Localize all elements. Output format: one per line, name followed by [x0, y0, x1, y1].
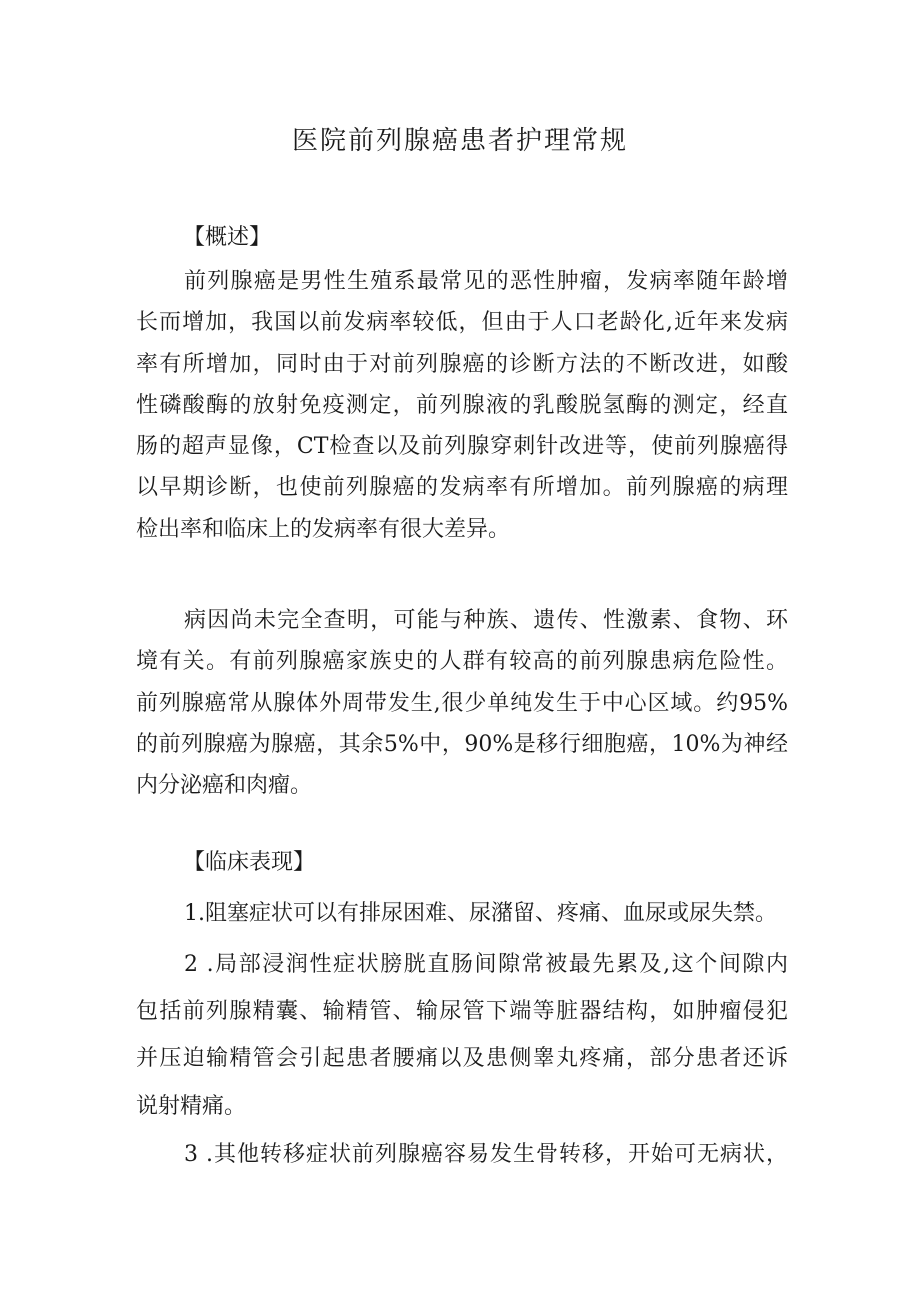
paragraph-line: 性磷酸酶的放射免疫测定，前列腺液的乳酸脱氢酶的测定，经直 — [136, 392, 788, 418]
clinical-item-2 — [136, 941, 788, 1131]
clinical-item-1 — [136, 893, 788, 934]
paragraph-line: 检出率和临床上的发病率有很大差异。 — [136, 516, 511, 542]
paragraph-line: 肠的超声显像，CT检查以及前列腺穿刺针改进等，使前列腺癌得 — [136, 434, 788, 460]
paragraph-line: 并压迫输精管会引起患者腰痛以及患侧睾丸疼痛，部分患者还诉 — [136, 1046, 788, 1071]
section-heading-clinical: 【临床表现】 — [183, 850, 316, 875]
paragraph-line: 病因尚未完全查明，可能与种族、遗传、性激素、食物、环 — [184, 608, 788, 633]
paragraph-line: 2 .局部浸润性症状膀胱直肠间隙常被最先累及,这个间隙内 — [184, 952, 788, 977]
paragraph-line: 内分泌癌和肉瘤。 — [136, 773, 313, 799]
paragraph-overview-2 — [136, 600, 788, 806]
paragraph-line: 长而增加，我国以前发病率较低，但由于人口老龄化,近年来发病 — [136, 310, 788, 336]
clinical-item-3 — [136, 1134, 788, 1175]
paragraph-line: 境有关。有前列腺癌家族史的人群有较高的前列腺患病危险性。 — [136, 649, 788, 675]
paragraph-line: 说射精痛。 — [136, 1094, 247, 1119]
paragraph-line: 3 .其他转移症状前列腺癌容易发生骨转移，开始可无病状， — [184, 1142, 788, 1167]
paragraph-line: 率有所增加，同时由于对前列腺癌的诊断方法的不断改进，如酸 — [136, 351, 788, 377]
section-heading-overview: 【概述】 — [183, 225, 272, 250]
document-title: 医院前列腺癌患者护理常规 — [291, 126, 628, 156]
paragraph-line: 前列腺癌是男性生殖系最常见的恶性肿瘤，发病率随年龄增 — [184, 269, 788, 294]
paragraph-line: 的前列腺癌为腺癌，其余5%中，90%是移行细胞癌，10%为神经 — [136, 731, 788, 757]
paragraph-line: 前列腺癌常从腺体外周带发生,很少单纯发生于中心区域。约95% — [136, 690, 788, 716]
paragraph-overview-1 — [136, 261, 788, 550]
paragraph-line: 1.阻塞症状可以有排尿困难、尿潴留、疼痛、血尿或尿失禁。 — [184, 901, 777, 926]
paragraph-line: 包括前列腺精囊、输精管、输尿管下端等脏器结构，如肿瘤侵犯 — [136, 999, 788, 1024]
paragraph-line: 以早期诊断，也使前列腺癌的发病率有所增加。前列腺癌的病理 — [136, 475, 788, 501]
